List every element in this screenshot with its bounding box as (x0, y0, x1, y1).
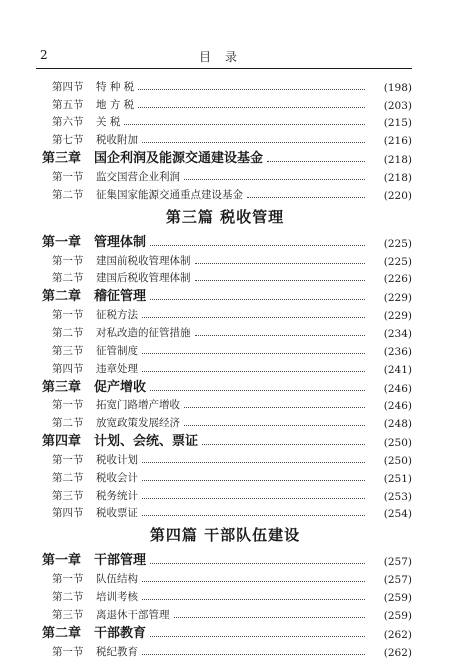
toc-chapter-row (0, 231, 450, 250)
page-ref: (262) (383, 628, 412, 641)
chapter-number: 第三章 (42, 151, 82, 167)
dot-leader (142, 581, 365, 582)
section-title: 税纪教育 (96, 645, 138, 658)
page-ref: (248) (383, 418, 412, 431)
chapter-number: 第一章 (42, 553, 82, 569)
toc-chapter-row (0, 376, 450, 395)
section-title: 队伍结构 (96, 573, 138, 586)
page-ref: (215) (383, 117, 412, 130)
dot-leader (150, 563, 365, 564)
section-title: 关 税 (96, 116, 121, 129)
section-number: 第二节 (52, 471, 84, 484)
chapter-number: 第二章 (42, 289, 82, 305)
page-ref: (246) (383, 382, 412, 395)
dot-leader (184, 425, 365, 426)
section-title: 特 种 税 (96, 80, 135, 93)
dot-leader (142, 498, 365, 499)
section-title: 征管制度 (96, 344, 138, 357)
toc-section-row (0, 358, 450, 376)
header-rule (36, 68, 412, 69)
dot-leader (202, 444, 365, 445)
dot-leader (142, 353, 365, 354)
toc-section-row (0, 485, 450, 503)
dot-leader (142, 462, 365, 463)
toc-section-row (0, 250, 450, 268)
page-ref: (203) (383, 99, 412, 112)
page-header (0, 48, 450, 68)
section-number: 第一节 (52, 645, 84, 658)
part-heading (0, 520, 450, 549)
part-heading (0, 202, 450, 231)
section-number: 第一节 (52, 453, 84, 466)
page-ref: (253) (383, 490, 412, 503)
dot-leader (150, 390, 365, 391)
section-title: 征集国家能源交通重点建设基金 (96, 188, 243, 201)
toc-section-row (0, 268, 450, 286)
toc-section-row (0, 641, 450, 659)
page-ref: (218) (383, 154, 412, 167)
section-title: 征税方法 (96, 309, 138, 322)
page-ref: (262) (383, 646, 412, 659)
section-title: 建国前税收管理体制 (96, 254, 191, 267)
page-ref: (234) (383, 327, 412, 340)
section-title: 离退休干部管理 (96, 608, 170, 621)
section-title: 税收会计 (96, 471, 138, 484)
page-ref: (241) (383, 363, 412, 376)
table-of-contents (0, 76, 450, 659)
page-ref: (220) (383, 189, 412, 202)
section-number: 第一节 (52, 309, 84, 322)
toc-chapter-row (0, 285, 450, 304)
section-number: 第六节 (52, 116, 84, 129)
toc-section-row (0, 184, 450, 202)
dot-leader (195, 280, 366, 281)
page-ref: (216) (383, 135, 412, 148)
dot-leader (138, 89, 365, 90)
dot-leader (150, 299, 365, 300)
section-number: 第三节 (52, 608, 84, 621)
section-number: 第二节 (52, 272, 84, 285)
dot-leader (124, 124, 365, 125)
section-title: 对私改造的征管措施 (96, 326, 191, 339)
dot-leader (195, 335, 366, 336)
page-ref: (250) (383, 454, 412, 467)
dot-leader (174, 617, 366, 618)
chapter-number: 第三章 (42, 379, 82, 395)
toc-section-row (0, 129, 450, 147)
toc-section-row (0, 503, 450, 521)
toc-section-row (0, 586, 450, 604)
section-title: 税收票证 (96, 507, 138, 520)
page-ref: (257) (383, 574, 412, 587)
dot-leader (150, 636, 365, 637)
toc-chapter-row (0, 549, 450, 568)
toc-chapter-row (0, 147, 450, 166)
page-number: 2 (40, 48, 48, 62)
part-title: 第三篇 税收管理 (165, 207, 285, 226)
toc-section-row (0, 449, 450, 467)
chapter-title: 国企利润及能源交通建设基金 (94, 151, 264, 167)
section-number: 第三节 (52, 344, 84, 357)
chapter-number: 第二章 (42, 625, 82, 641)
section-title: 违章处理 (96, 362, 138, 375)
section-number: 第二节 (52, 417, 84, 430)
page-ref: (225) (383, 237, 412, 250)
section-title: 培训考核 (96, 590, 138, 603)
page-ref: (218) (383, 171, 412, 184)
section-title: 监交国营企业利润 (96, 170, 180, 183)
toc-section-row (0, 467, 450, 485)
section-number: 第一节 (52, 254, 84, 267)
toc-chapter-row (0, 622, 450, 641)
dot-leader (195, 263, 366, 264)
toc-chapter-row (0, 430, 450, 449)
section-number: 第四节 (52, 507, 84, 520)
page-ref: (246) (383, 400, 412, 413)
page-ref: (257) (383, 556, 412, 569)
dot-leader (184, 407, 365, 408)
page-ref: (259) (383, 591, 412, 604)
section-number: 第五节 (52, 98, 84, 111)
toc-section-row (0, 112, 450, 130)
toc-section-row (0, 166, 450, 184)
dot-leader (142, 317, 365, 318)
chapter-number: 第四章 (42, 434, 82, 450)
page-ref: (259) (383, 609, 412, 622)
section-number: 第四节 (52, 80, 84, 93)
dot-leader (184, 179, 365, 180)
toc-section-row (0, 568, 450, 586)
toc-section-row (0, 76, 450, 94)
dot-leader (142, 142, 365, 143)
toc-section-row (0, 340, 450, 358)
section-number: 第七节 (52, 134, 84, 147)
chapter-title: 管理体制 (94, 234, 147, 250)
toc-section-row (0, 94, 450, 112)
dot-leader (267, 161, 365, 162)
section-title: 税收附加 (96, 134, 138, 147)
chapter-title: 促产增收 (94, 379, 147, 395)
page-ref: (251) (383, 472, 412, 485)
page-ref: (226) (383, 273, 412, 286)
dot-leader (142, 480, 365, 481)
section-title: 地 方 税 (96, 98, 135, 111)
chapter-title: 干部管理 (94, 553, 147, 569)
section-number: 第二节 (52, 188, 84, 201)
dot-leader (142, 371, 365, 372)
toc-section-row (0, 604, 450, 622)
page-title: 目录 (198, 50, 251, 64)
section-number: 第一节 (52, 399, 84, 412)
section-title: 税收计划 (96, 453, 138, 466)
page-ref: (250) (383, 437, 412, 450)
dot-leader (150, 245, 365, 246)
toc-section-row (0, 304, 450, 322)
dot-leader (247, 197, 365, 198)
section-number: 第二节 (52, 326, 84, 339)
section-number: 第一节 (52, 573, 84, 586)
chapter-title: 稽征管理 (94, 289, 147, 305)
chapter-title: 干部教育 (94, 625, 147, 641)
page-ref: (229) (383, 292, 412, 305)
chapter-number: 第一章 (42, 234, 82, 250)
page-ref: (229) (383, 310, 412, 323)
page-ref: (198) (383, 81, 412, 94)
page-ref: (254) (383, 508, 412, 521)
chapter-title: 计划、会统、票证 (94, 434, 199, 450)
toc-section-row (0, 412, 450, 430)
section-number: 第四节 (52, 362, 84, 375)
section-title: 拓宽门路增产增收 (96, 399, 180, 412)
section-number: 第二节 (52, 590, 84, 603)
section-title: 税务统计 (96, 489, 138, 502)
section-title: 放宽政策发展经济 (96, 417, 180, 430)
page-ref: (236) (383, 345, 412, 358)
dot-leader (142, 654, 365, 655)
page-ref: (225) (383, 255, 412, 268)
dot-leader (138, 107, 365, 108)
section-title: 建国后税收管理体制 (96, 272, 191, 285)
toc-section-row (0, 322, 450, 340)
dot-leader (142, 599, 365, 600)
dot-leader (142, 515, 365, 516)
part-title: 第四篇 干部队伍建设 (149, 526, 301, 545)
section-number: 第三节 (52, 489, 84, 502)
section-number: 第一节 (52, 170, 84, 183)
toc-section-row (0, 395, 450, 413)
